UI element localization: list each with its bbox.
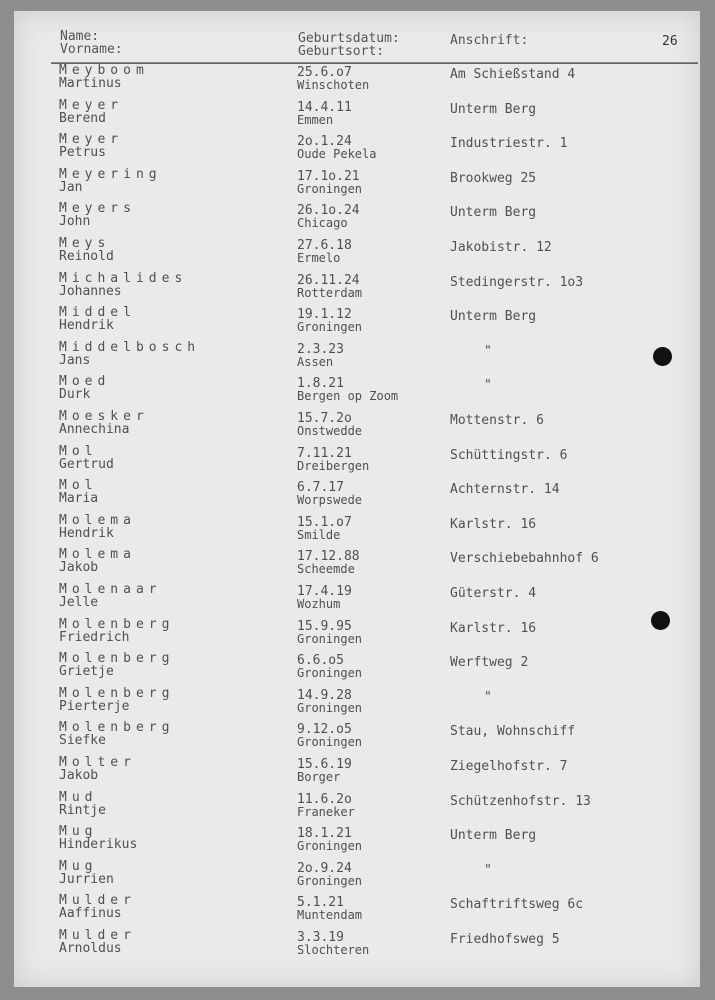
entry-birth-date: 26.1o.24 bbox=[297, 203, 360, 218]
entry-birth-place: Dreibergen bbox=[297, 459, 370, 473]
entry-address: Ziegelhofstr. 7 bbox=[450, 759, 568, 774]
entry-surname: Mol bbox=[59, 478, 98, 493]
entry-given-name: Jakob bbox=[59, 768, 99, 783]
entry-address: Unterm Berg bbox=[450, 102, 537, 117]
entry-surname: Meyboom bbox=[59, 63, 149, 78]
entry-birth-date: 25.6.o7 bbox=[297, 65, 352, 80]
entry-address: Güterstr. 4 bbox=[450, 586, 537, 601]
entry-birth-place: Bergen op Zoom bbox=[297, 389, 399, 403]
entry-surname: Michalides bbox=[59, 271, 188, 286]
entry-given-name: Petrus bbox=[59, 145, 106, 160]
entry-birth-date: 19.1.12 bbox=[297, 307, 352, 322]
entry-birth-place: Onstwedde bbox=[297, 424, 363, 438]
page-number: 26 bbox=[662, 34, 678, 49]
entry-birth-place: Muntendam bbox=[297, 908, 363, 922]
entry-birth-date: 6.7.17 bbox=[297, 480, 344, 495]
entry-address: " bbox=[484, 863, 492, 878]
entry-birth-place: Emmen bbox=[297, 113, 334, 127]
entry-birth-place: Oude Pekela bbox=[297, 147, 377, 161]
header-vorname-label: Vorname: bbox=[60, 42, 123, 57]
entry-birth-date: 17.1o.21 bbox=[297, 169, 360, 184]
entry-birth-place: Groningen bbox=[297, 839, 363, 853]
entry-address: Friedhofsweg 5 bbox=[450, 932, 560, 947]
entry-birth-place: Franeker bbox=[297, 805, 355, 819]
entry-birth-place: Groningen bbox=[297, 701, 363, 715]
entry-surname: Middel bbox=[59, 305, 136, 320]
entry-given-name: Gertrud bbox=[59, 457, 114, 472]
entry-given-name: Grietje bbox=[59, 664, 114, 679]
entry-birth-date: 11.6.2o bbox=[297, 792, 352, 807]
entry-address: Karlstr. 16 bbox=[450, 517, 537, 532]
entry-address: Industriestr. 1 bbox=[450, 136, 568, 151]
entry-birth-place: Groningen bbox=[297, 632, 363, 646]
entry-surname: Moesker bbox=[59, 409, 149, 424]
entry-birth-date: 27.6.18 bbox=[297, 238, 352, 253]
entry-birth-place: Winschoten bbox=[297, 78, 370, 92]
entry-birth-date: 6.6.o5 bbox=[297, 653, 344, 668]
header-anschrift-label: Anschrift: bbox=[450, 33, 529, 48]
entry-surname: Molenberg bbox=[59, 686, 175, 701]
entry-given-name: Jelle bbox=[59, 595, 99, 610]
punch-hole-bottom bbox=[651, 611, 670, 630]
entry-address: " bbox=[484, 378, 492, 393]
entry-given-name: Hendrik bbox=[59, 526, 114, 541]
entry-birth-place: Groningen bbox=[297, 182, 363, 196]
entry-surname: Molenberg bbox=[59, 617, 175, 632]
entry-birth-date: 7.11.21 bbox=[297, 446, 352, 461]
entry-birth-date: 15.1.o7 bbox=[297, 515, 352, 530]
punch-hole-top bbox=[653, 347, 672, 366]
entry-birth-date: 2.3.23 bbox=[297, 342, 344, 357]
entry-birth-date: 2o.9.24 bbox=[297, 861, 352, 876]
entry-address: Schaftriftsweg 6c bbox=[450, 897, 584, 912]
entry-given-name: Friedrich bbox=[59, 630, 130, 645]
entry-given-name: Aaffinus bbox=[59, 906, 122, 921]
entry-surname: Meyer bbox=[59, 132, 124, 147]
header-geburtsdatum-label: Geburtsdatum: bbox=[298, 31, 400, 46]
entry-birth-place: Groningen bbox=[297, 320, 363, 334]
entry-surname: Meyers bbox=[59, 201, 136, 216]
entry-address: Unterm Berg bbox=[450, 309, 537, 324]
entry-birth-date: 9.12.o5 bbox=[297, 722, 352, 737]
entry-surname: Molema bbox=[59, 547, 136, 562]
entry-address: " bbox=[484, 344, 492, 359]
entry-given-name: Jurrien bbox=[59, 872, 114, 887]
entry-birth-date: 14.4.11 bbox=[297, 100, 352, 115]
entry-given-name: Hendrik bbox=[59, 318, 114, 333]
entry-surname: Molter bbox=[59, 755, 136, 770]
entry-address: Werftweg 2 bbox=[450, 655, 529, 670]
entry-birth-place: Chicago bbox=[297, 216, 348, 230]
entry-surname: Moed bbox=[59, 374, 111, 389]
entry-given-name: Jans bbox=[59, 353, 91, 368]
entry-birth-place: Scheemde bbox=[297, 562, 355, 576]
entry-given-name: Siefke bbox=[59, 733, 106, 748]
entry-birth-date: 15.7.2o bbox=[297, 411, 352, 426]
entry-surname: Mulder bbox=[59, 893, 136, 908]
entry-address: Schüttingstr. 6 bbox=[450, 448, 568, 463]
entry-address: Unterm Berg bbox=[450, 205, 537, 220]
entry-birth-date: 14.9.28 bbox=[297, 688, 352, 703]
entry-given-name: Rintje bbox=[59, 803, 106, 818]
entry-birth-place: Wozhum bbox=[297, 597, 341, 611]
entry-surname: Mol bbox=[59, 444, 98, 459]
entry-address: Jakobistr. 12 bbox=[450, 240, 552, 255]
entry-surname: Meyer bbox=[59, 98, 124, 113]
entry-birth-date: 2o.1.24 bbox=[297, 134, 352, 149]
entry-surname: Meyering bbox=[59, 167, 162, 182]
entry-birth-place: Ermelo bbox=[297, 251, 341, 265]
entry-address: Unterm Berg bbox=[450, 828, 537, 843]
entry-birth-date: 18.1.21 bbox=[297, 826, 352, 841]
entry-birth-date: 17.4.19 bbox=[297, 584, 352, 599]
header-geburtsort-label: Geburtsort: bbox=[298, 44, 385, 59]
entry-given-name: Hinderikus bbox=[59, 837, 138, 852]
entry-given-name: Jan bbox=[59, 180, 83, 195]
entry-address: Schützenhofstr. 13 bbox=[450, 794, 591, 809]
entry-given-name: Annechina bbox=[59, 422, 130, 437]
entry-given-name: Arnoldus bbox=[59, 941, 122, 956]
entry-surname: Molema bbox=[59, 513, 136, 528]
entry-surname: Molenberg bbox=[59, 720, 175, 735]
entry-surname: Mug bbox=[59, 859, 98, 874]
entry-address: Am Schießstand 4 bbox=[450, 67, 576, 82]
entry-surname: Mud bbox=[59, 790, 98, 805]
entry-given-name: Berend bbox=[59, 111, 106, 126]
entry-address: Verschiebebahnhof 6 bbox=[450, 551, 599, 566]
entry-birth-date: 5.1.21 bbox=[297, 895, 344, 910]
entry-given-name: Reinold bbox=[59, 249, 114, 264]
entry-given-name: Martinus bbox=[59, 76, 122, 91]
entry-surname: Meys bbox=[59, 236, 111, 251]
entry-birth-place: Assen bbox=[297, 355, 334, 369]
entry-address: Karlstr. 16 bbox=[450, 621, 537, 636]
entry-birth-place: Groningen bbox=[297, 874, 363, 888]
entry-birth-date: 15.6.19 bbox=[297, 757, 352, 772]
entry-birth-date: 1.8.21 bbox=[297, 376, 344, 391]
header-name-label: Name: bbox=[60, 29, 100, 44]
entry-address: Mottenstr. 6 bbox=[450, 413, 544, 428]
entry-address: " bbox=[484, 690, 492, 705]
entry-birth-date: 3.3.19 bbox=[297, 930, 344, 945]
entry-surname: Molenberg bbox=[59, 651, 175, 666]
entry-birth-place: Borger bbox=[297, 770, 341, 784]
entry-given-name: Maria bbox=[59, 491, 99, 506]
entry-birth-date: 15.9.95 bbox=[297, 619, 352, 634]
entry-address: Achternstr. 14 bbox=[450, 482, 560, 497]
entry-surname: Mug bbox=[59, 824, 98, 839]
entry-birth-place: Smilde bbox=[297, 528, 341, 542]
entry-given-name: Durk bbox=[59, 387, 91, 402]
entry-given-name: Pierterje bbox=[59, 699, 130, 714]
entry-birth-place: Worpswede bbox=[297, 493, 363, 507]
entry-surname: Mulder bbox=[59, 928, 136, 943]
entry-surname: Middelbosch bbox=[59, 340, 201, 355]
entry-birth-place: Groningen bbox=[297, 735, 363, 749]
entry-birth-place: Rotterdam bbox=[297, 286, 363, 300]
entry-given-name: John bbox=[59, 214, 91, 229]
entry-given-name: Johannes bbox=[59, 284, 122, 299]
entry-address: Stedingerstr. 1o3 bbox=[450, 275, 584, 290]
entry-address: Brookweg 25 bbox=[450, 171, 537, 186]
entry-birth-place: Groningen bbox=[297, 666, 363, 680]
entry-surname: Molenaar bbox=[59, 582, 162, 597]
entry-birth-date: 17.12.88 bbox=[297, 549, 360, 564]
entry-birth-date: 26.11.24 bbox=[297, 273, 360, 288]
entry-given-name: Jakob bbox=[59, 560, 99, 575]
entry-birth-place: Slochteren bbox=[297, 943, 370, 957]
entry-address: Stau, Wohnschiff bbox=[450, 724, 576, 739]
